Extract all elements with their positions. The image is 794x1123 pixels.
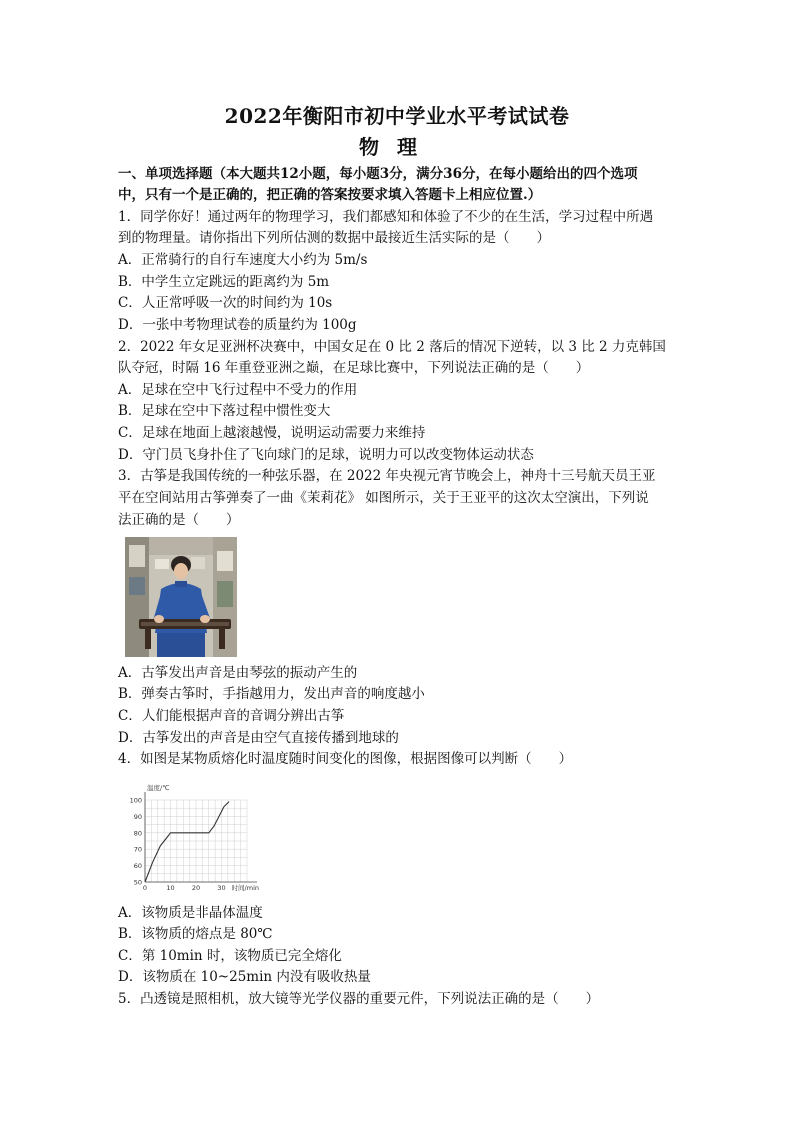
y-tick-label: 90 (133, 812, 142, 821)
q1-stem-line-2: 到的物理量。请你指出下列所估测的数据中最接近生活实际的是（ ） (118, 230, 550, 246)
y-tick-label: 70 (133, 845, 142, 854)
subject-title: 物理 (359, 135, 435, 159)
q4-stem-line-1: 4．如图是某物质熔化时温度随时间变化的图像，根据图像可以判断（ ） (118, 751, 573, 767)
q4-option-a: A．该物质是非晶体温度 (118, 905, 263, 921)
q1-option-a: A．正常骑行的自行车速度大小约为 5m/s (118, 252, 368, 268)
q3-option-a: A．古筝发出声音是由琴弦的振动产生的 (118, 665, 358, 681)
q1-option-b: B．中学生立定跳远的距离约为 5m (118, 274, 330, 290)
q4-option-c: C．第 10min 时，该物质已完全熔化 (118, 948, 342, 964)
q5-stem-line-1: 5．凸透镜是照相机，放大镜等光学仪器的重要元件，下列说法正确的是（ ） (118, 991, 600, 1007)
y-axis-label: 温度/℃ (147, 784, 170, 792)
exam-title: 2022年衡阳市初中学业水平考试试卷 (224, 104, 570, 128)
x-tick-label: 30 (217, 884, 226, 892)
q1-stem-line-1: 1．同学你好！通过两年的物理学习，我们都感知和体验了不少的在生活，学习过程中所遇 (118, 209, 654, 225)
q2-option-b: B．足球在空中下落过程中惯性变大 (118, 403, 331, 419)
q3-option-c: C．人们能根据声音的音调分辨出古筝 (118, 708, 345, 724)
q2-option-c: C．足球在地面上越滚越慢，说明运动需要力来维持 (118, 425, 426, 441)
q1-option-c: C．人正常呼吸一次的时间约为 10s (118, 295, 333, 311)
x-axis-label: 时间/min (231, 884, 259, 892)
q3-option-d: D．古筝发出的声音是由空气直接传播到地球的 (118, 730, 399, 746)
astronaut-guzheng-illustration (125, 537, 237, 657)
q2-stem-line-1: 2．2022 年女足亚洲杯决赛中，中国女足在 0 比 2 落后的情况下逆转，以 3 比 2 力克韩国 (118, 339, 666, 355)
q1-option-d: D．一张中考物理试卷的质量约为 100g (118, 317, 357, 333)
q3-option-b: B．弹奏古筝时，手指越用力，发出声音的响度越小 (118, 686, 425, 702)
section-heading-line-1: 一、单项选择题（本大题共12小题，每小题3分，满分36分，在每小题给出的四个选项 (118, 166, 638, 182)
q3-stem-line-1: 3．古筝是我国传统的一种弦乐器，在 2022 年央视元宵节晚会上，神舟十三号航天员王亚 (118, 468, 656, 484)
y-tick-label: 100 (129, 796, 142, 805)
q2-stem-line-2: 队夺冠，时隔 16 年重登亚洲之巅，在足球比赛中，下列说法正确的是（ ） (118, 360, 590, 376)
y-tick-label: 60 (133, 862, 142, 871)
x-tick-label: 20 (191, 884, 201, 892)
section-heading-line-2: 中，只有一个是正确的，把正确的答案按要求填入答题卡上相应位置.） (118, 187, 542, 203)
y-tick-label: 80 (133, 829, 142, 838)
q2-option-a: A．足球在空中飞行过程中不受力的作用 (118, 382, 358, 398)
q3-stem-line-2: 平在空间站用古筝弹奏了一曲《茉莉花》 如图所示，关于王亚平的这次太空演出，下列说 (118, 490, 649, 506)
x-tick-label: 0 (142, 884, 148, 892)
q4-option-d: D．该物质在 10~25min 内没有吸收热量 (118, 969, 371, 985)
astronaut-guzheng-photo (125, 537, 237, 657)
x-tick-label: 10 (166, 884, 175, 892)
melting-graph (119, 782, 269, 895)
q3-stem-line-3: 法正确的是（ ） (118, 512, 240, 528)
q4-option-b: B．该物质的熔点是 80℃ (118, 926, 273, 942)
q2-option-d: D．守门员飞身扑住了飞向球门的足球，说明力可以改变物体运动状态 (118, 447, 534, 463)
y-tick-label: 50 (133, 878, 142, 887)
melting-chart-svg (119, 782, 269, 895)
